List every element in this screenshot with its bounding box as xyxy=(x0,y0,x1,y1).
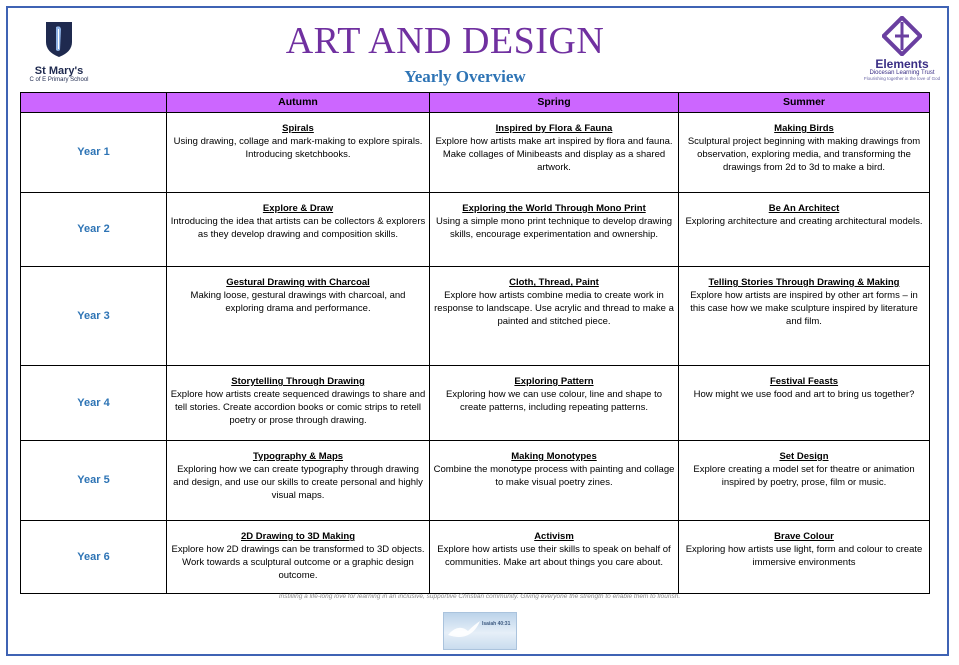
unit-description: Explore how artists are inspired by other art forms – in this case how we make sculpture inspired by literature and film. xyxy=(690,290,918,327)
unit-title: Spirals xyxy=(282,123,314,134)
unit-cell xyxy=(167,193,430,267)
unit-description: Combine the monotype process with painting and collage to make visual poetry zines. xyxy=(433,464,675,488)
unit-cell xyxy=(167,521,430,594)
unit-title: Inspired by Flora & Fauna xyxy=(495,123,613,134)
unit-description: Making loose, gestural drawings with charcoal, and exploring drama and performance. xyxy=(190,290,406,314)
unit-cell xyxy=(430,113,679,193)
table-row xyxy=(21,267,930,366)
table-header-row xyxy=(21,93,930,113)
trust-sub: Diocesan Learning Trust xyxy=(869,70,935,76)
unit-description: Introducing the idea that artists can be collectors & explorers as they develop drawing and composition skills. xyxy=(170,216,426,240)
column-header-spring: Spring xyxy=(430,93,679,113)
unit-title: Activism xyxy=(534,531,574,542)
column-header-autumn: Autumn xyxy=(167,93,430,113)
unit-cell xyxy=(167,366,430,441)
school-sub: C of E Primary School xyxy=(29,77,89,83)
unit-cell xyxy=(679,366,930,441)
unit-description: Exploring how we can use colour, line and shape to create patterns, including repeating patterns. xyxy=(446,389,662,413)
unit-description: Explore creating a model set for theatre or animation inspired by poetry, prose, film or music. xyxy=(693,464,915,488)
school-name: St Mary's xyxy=(34,65,84,77)
unit-cell xyxy=(679,267,930,366)
overview-table xyxy=(20,92,930,594)
unit-cell xyxy=(430,521,679,594)
shield-icon xyxy=(44,20,74,58)
year-label: Year 3 xyxy=(21,267,167,366)
unit-cell xyxy=(679,193,930,267)
unit-cell xyxy=(167,113,430,193)
unit-cell xyxy=(430,366,679,441)
unit-description: Exploring how artists use light, form and colour to create immersive environments xyxy=(685,544,923,568)
year-label: Year 5 xyxy=(21,441,167,521)
table-row xyxy=(21,193,930,267)
unit-cell xyxy=(430,441,679,521)
page-subtitle: Yearly Overview xyxy=(404,67,526,86)
unit-cell xyxy=(679,113,930,193)
trust-tagline: Flourishing together in the love of God xyxy=(863,76,941,81)
unit-description: Sculptural project beginning with making drawings from observation, exploring media, and transforming the drawings from 2d to 3d to make a bird. xyxy=(687,136,921,173)
unit-description: Explore how artists make art inspired by flora and fauna. Make collages of Minibeasts and display as a shared artwork. xyxy=(435,136,673,173)
unit-description: Using drawing, collage and mark-making to explore spirals. Introducing sketchbooks. xyxy=(173,136,423,160)
unit-description: Explore how artists create sequenced drawings to share and tell stories. Create accordion books or comic strips to retell poetry or prose through drawing. xyxy=(170,389,426,426)
unit-description: How might we use food and art to bring us together? xyxy=(693,389,915,400)
year-label: Year 6 xyxy=(21,521,167,594)
unit-title: Exploring the World Through Mono Print xyxy=(462,203,646,214)
unit-description: Explore how artists use their skills to speak on behalf of communities. Make art about things you care about. xyxy=(437,544,671,568)
year-label: Year 1 xyxy=(21,113,167,193)
unit-title: Set Design xyxy=(779,451,829,462)
unit-title: Festival Feasts xyxy=(769,376,839,387)
unit-cell xyxy=(430,267,679,366)
unit-title: Cloth, Thread, Paint xyxy=(509,277,599,288)
footer-image xyxy=(443,612,517,650)
unit-description: Exploring how we can create typography through drawing and design, and use our skills to create personal and highly visual maps. xyxy=(173,464,423,501)
image-caption: Isaiah 40:31 xyxy=(482,621,511,627)
unit-title: Telling Stories Through Drawing & Making xyxy=(708,277,900,288)
unit-cell xyxy=(167,441,430,521)
unit-cell xyxy=(167,267,430,366)
diamond-cross-icon xyxy=(882,16,922,56)
unit-cell xyxy=(679,441,930,521)
unit-title: Brave Colour xyxy=(774,531,834,542)
unit-description: Explore how 2D drawings can be transformed to 3D objects. Work towards a sculptural outcome or a graphic design outcome. xyxy=(171,544,425,581)
unit-title: Storytelling Through Drawing xyxy=(231,376,365,387)
unit-title: Explore & Draw xyxy=(262,203,334,214)
header-corner xyxy=(21,93,167,113)
column-header-summer: Summer xyxy=(679,93,930,113)
trust-name: Elements xyxy=(875,57,929,71)
unit-title: Typography & Maps xyxy=(252,451,344,462)
unit-title: Gestural Drawing with Charcoal xyxy=(226,277,370,288)
year-label: Year 2 xyxy=(21,193,167,267)
table-row xyxy=(21,441,930,521)
unit-description: Explore how artists combine media to create work in response to landscape. Use acrylic and thread to make a painted and stitched piece. xyxy=(434,290,674,327)
unit-cell xyxy=(430,193,679,267)
unit-description: Using a simple mono print technique to develop drawing skills, encourage experimentation and ownership. xyxy=(435,216,673,240)
table-row xyxy=(21,113,930,193)
page-title: ART AND DESIGN xyxy=(285,20,605,62)
year-label: Year 4 xyxy=(21,366,167,441)
unit-title: Making Birds xyxy=(774,123,834,134)
school-logo xyxy=(24,16,94,88)
unit-title: Be An Architect xyxy=(768,203,840,214)
table-row xyxy=(21,521,930,594)
bird-icon xyxy=(446,617,482,647)
unit-title: 2D Drawing to 3D Making xyxy=(240,531,355,542)
unit-title: Making Monotypes xyxy=(511,451,597,462)
unit-description: Exploring architecture and creating architectural models. xyxy=(685,216,923,227)
trust-logo xyxy=(863,16,941,88)
table-row xyxy=(21,366,930,441)
unit-title: Exploring Pattern xyxy=(514,376,594,387)
unit-cell xyxy=(679,521,930,594)
school-motto: Instilling a life-long love for learning in an inclusive, supportive Christian community. Giving everyone the strength to enable them to flourish. xyxy=(278,593,681,600)
